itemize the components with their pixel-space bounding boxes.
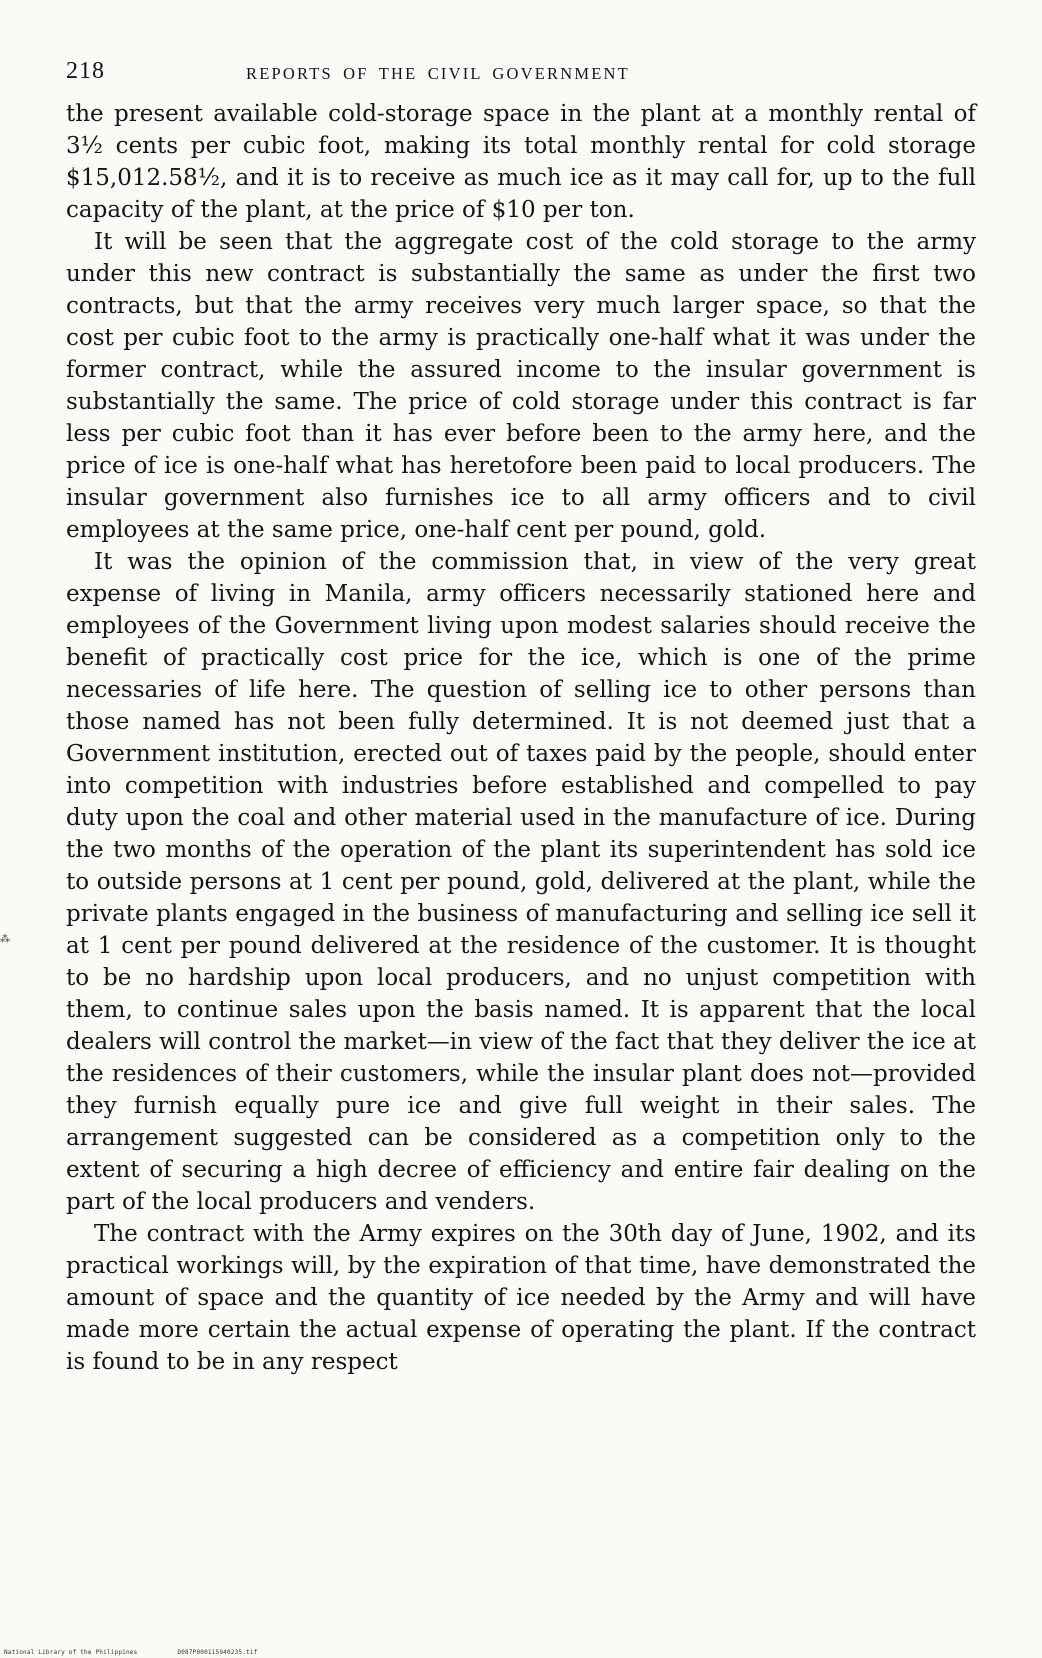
document-page [66,58,976,1378]
running-head: REPORTS OF THE CIVIL GOVERNMENT [246,64,630,83]
body-text [66,98,976,1378]
paragraph-continuation: the present available cold-storage space in the plant at a monthly rental of 3½ cents per cubic foot, making its total monthly rental for cold storage $15,012.58½, and it is to receive as much ice as it may call for, up to the full capacity of the plant, at the price of $10 per ton. [66,101,976,223]
scan-filename: D087P000115940235.tif [177,1649,258,1656]
page-header [66,58,976,98]
page-number: 218 [66,58,105,84]
scan-footer [4,1649,258,1656]
paragraph: It will be seen that the aggregate cost of the cold storage to the army under this new contract is substantially the same as under the first two contracts, but that the army receives very much larger space, so that the cost per cubic foot to the army is practically one-half what it was under the former contract, while the assured income to the insular government is substantially the same. The price of cold storage under this contract is far less per cubic foot than it has ever before been to the army here, and the price of ice is one-half what has heretofore been paid to local producers. The insular government also furnishes ice to all army officers and to civil employees at the same price, one-half cent per pound, gold. [66,229,976,543]
library-credit: National Library of the Philippines [4,1649,138,1656]
paragraph: The contract with the Army expires on the 30th day of June, 1902, and its practical workings will, by the expiration of that time, have demonstrated the amount of space and the quantity of ice needed by the Army and will have made more certain the actual expense of operating the plant. If the contract is found to be in any respect [66,1221,976,1375]
scan-artifact: ⁂ [0,934,10,945]
paragraph: It was the opinion of the commission that, in view of the very great expense of living in Manila, army officers necessarily stationed here and employees of the Government living upon modest salaries should receive the benefit of practically cost price for the ice, which is one of the prime necessaries of life here. The question of selling ice to other persons than those named has not been fully determined. It is not deemed just that a Government institution, erected out of taxes paid by the people, should enter into competition with industries before established and compelled to pay duty upon the coal and other material used in the manufacture of ice. During the two months of the operation of the plant its superintendent has sold ice to outside persons at 1 cent per pound, gold, delivered at the plant, while the private plants engaged in the business of manufacturing and selling ice sell it at 1 cent per pound delivered at the residence of the customer. It is thought to be no hardship upon local producers, and no unjust competition with them, to continue sales upon the basis named. It is apparent that the local dealers will control the market—in view of the fact that they deliver the ice at the residences of their customers, while the insular plant does not—provided they furnish equally pure ice and give full weight in their sales. The arrangement suggested can be considered as a competition only to the extent of securing a high decree of efficiency and entire fair dealing on the part of the local producers and venders. [66,549,976,1215]
